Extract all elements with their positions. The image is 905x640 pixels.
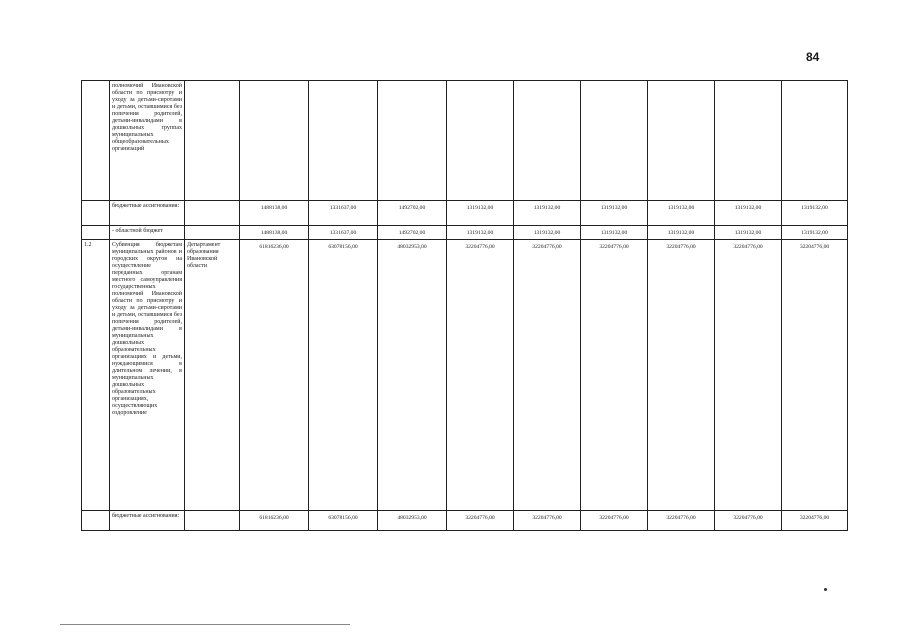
value-cell: 32204776,00 [447,240,514,511]
value-cell: 32204776,00 [581,511,648,531]
value-cell: 48032953,00 [378,511,447,531]
value-cell [715,81,782,201]
value-cell: 1319132,00 [715,226,782,240]
executor-cell [185,511,240,531]
value-cell: 48032953,00 [378,240,447,511]
value-cell: 1319132,00 [447,226,514,240]
value-cell: 1488138,00 [240,226,309,240]
value-cell: 32204776,00 [447,511,514,531]
executor-cell [185,81,240,201]
value-cell: 1319132,00 [782,201,848,226]
value-cell: 63078156,00 [309,240,378,511]
value-cell: 32204776,00 [782,240,848,511]
value-cell [309,81,378,201]
row-number-cell [82,81,110,201]
row-number-cell [82,201,110,226]
executor-cell [185,201,240,226]
budget-table [81,80,848,531]
scan-artifact-dot [824,588,827,591]
value-cell [240,81,309,201]
value-cell: 32204776,00 [648,511,715,531]
value-cell: 32204776,00 [648,240,715,511]
description-cell: Субвенция бюджетам муниципальных районов и городских округов на осуществление переданных органам местного самоуправления государственных полномочий Ивановской области по присмотру и уходу за детьми-сиротами и детьми, оставшимися без попечения родителей, детьми-инвалидами в муниципальных дошкольных образовательных организациях и детьми, нуждающимися в длительном лечении, в муниципальных дошкольных образовательных организациях, осуществляющих оздоровление [110,240,185,511]
value-cell: 1331637,00 [309,201,378,226]
executor-cell: Департамент образования Ивановской области [185,240,240,511]
value-cell: 32204776,00 [782,511,848,531]
value-cell: 32204776,00 [514,240,581,511]
value-cell: 1319132,00 [514,201,581,226]
row-number-cell: 1.2 [82,240,110,511]
table-row [82,240,848,511]
value-cell: 1319132,00 [782,226,848,240]
value-cell: 1319132,00 [581,201,648,226]
value-cell: 1319132,00 [514,226,581,240]
value-cell [447,81,514,201]
value-cell: 63078156,00 [309,511,378,531]
value-cell: 32204776,00 [715,511,782,531]
value-cell: 1492702,00 [378,201,447,226]
description-cell: - областной бюджет [110,226,185,240]
value-cell [648,81,715,201]
value-cell: 1319132,00 [648,201,715,226]
value-cell: 1492702,00 [378,226,447,240]
value-cell: 32204776,00 [715,240,782,511]
table-row [82,226,848,240]
value-cell [782,81,848,201]
description-cell: бюджетные ассигнования: [110,201,185,226]
scan-artifact-line [60,624,350,625]
executor-cell [185,226,240,240]
row-number-cell [82,511,110,531]
description-cell: полномочий Ивановской области по присмотру и уходу за детьми-сиротами и детьми, оставшимися без попечения родителей, детьми-инвалидами в дошкольных группах муниципальных общеобразовательных организаций [110,81,185,201]
value-cell: 32204776,00 [514,511,581,531]
table-row [82,201,848,226]
value-cell: 1319132,00 [648,226,715,240]
description-cell: бюджетные ассигнования: [110,511,185,531]
row-number-cell [82,226,110,240]
value-cell: 1319132,00 [715,201,782,226]
value-cell: 61816236,00 [240,240,309,511]
table-row [82,511,848,531]
value-cell [581,81,648,201]
value-cell: 1319132,00 [447,201,514,226]
value-cell: 1488138,00 [240,201,309,226]
value-cell: 1331637,00 [309,226,378,240]
value-cell: 32204776,00 [581,240,648,511]
value-cell [514,81,581,201]
page-number: 84 [806,50,820,64]
value-cell [378,81,447,201]
value-cell: 61816236,00 [240,511,309,531]
value-cell: 1319132,00 [581,226,648,240]
table-row [82,81,848,201]
